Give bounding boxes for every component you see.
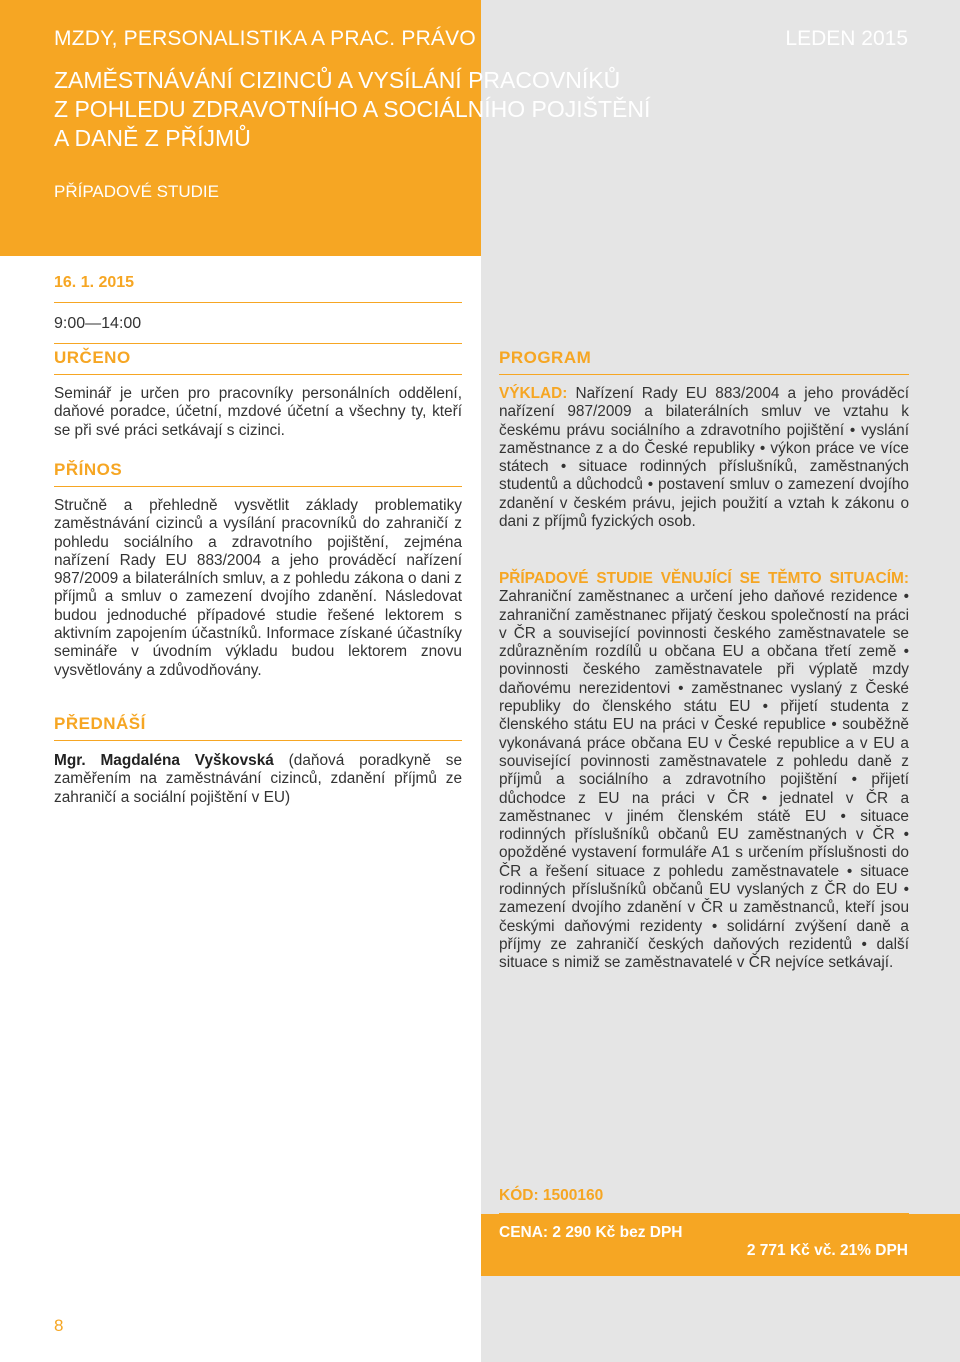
title-line: ZAMĚSTNÁVÁNÍ CIZINCŮ A VYSÍLÁNÍ PRACOVNÍKŮ	[54, 67, 621, 93]
prinos-heading: PŘÍNOS	[54, 460, 462, 487]
prednasi-heading: PŘEDNÁŠÍ	[54, 714, 462, 741]
vyklad-text: Nařízení Rady EU 883/2004 a jeho prováděcí nařízení 987/2009 a bilaterálních smluv ve vztahu k českému právu sociálního a zdravotního pojištění • vyslání zaměstnance z a do České republiky • výkon práce ve více státech • situace rodinných příslušníků, zaměstnaných studentů a důchodců • postavení smluv o zamezení dvojího zdanění v českém právu, jejich použití a vztah k zákonu o dani z příjmů fyzických osob.	[499, 385, 909, 531]
event-date: 16. 1. 2015	[54, 274, 462, 303]
studie-label: PŘÍPADOVÉ STUDIE VĚNUJÍCÍ SE TĚMTO SITUACÍM:	[499, 570, 909, 587]
vyklad-label: VÝKLAD:	[499, 385, 568, 402]
program-studie	[499, 570, 909, 973]
issue-date: LEDEN 2015	[785, 27, 908, 50]
title-line: Z POHLEDU ZDRAVOTNÍHO A SOCIÁLNÍHO POJIŠTĚNÍ	[54, 96, 651, 122]
urceno-heading: URČENO	[54, 348, 462, 375]
lecturer-name: Magdaléna Vyškovská	[100, 752, 274, 769]
event-time: 9:00—14:00	[54, 315, 462, 344]
studie-text: Zahraniční zaměstnanec a určení jeho daňové rezidence • zahraniční zaměstnanec přijatý českou společností na práci v ČR a související povinnosti českého zaměstnavatele se zdůrazněním rozdílů u občana EU a občana třetí země • povinnosti českého zaměstnavatele při výplatě mzdy daňovému nerezidentovi • zaměstnanec vyslaný z České republiky do členského státu EU • přijetí studenta z členského státu EU na práci v České republice • souběžně vykonávaná práce občana EU v České republice a v EU a související povinnosti zaměstnavatele z pohledu daně z příjmů a sociálního a zdravotního pojištění • přijetí důchodce z EU na práci v ČR • jednatel v ČR a zaměstnanec v jiném členském státě EU • situace rodinných příslušníků občanů EU zaměstnaných v ČR • opožděné vystavení formuláře A1 s určením příslušnosti do ČR a řešení situace z pohledu zaměstnavatele • situace rodinných příslušníků občanů EU vyslaných z ČR do EU • zamezení dvojího zdanění v ČR u zaměstnanců, kteří jsou českými daňovými rezidenty • solidární zvýšení daně a příjmy ze zahraničí českých daňových rezidentů • další situace s nimiž se zaměstnavatelé v ČR nejvíce setkávají.	[499, 588, 909, 972]
title-line: A DANĚ Z PŘÍJMŮ	[54, 125, 251, 151]
lecturer-title: Mgr.	[54, 752, 86, 769]
page-title	[54, 66, 914, 153]
price-without-vat: CENA: 2 290 Kč bez DPH	[499, 1224, 683, 1241]
page-number: 8	[54, 1316, 64, 1335]
page-subtitle: PŘÍPADOVÉ STUDIE	[54, 182, 219, 201]
program-heading: PROGRAM	[499, 348, 909, 375]
lecturer-info	[54, 752, 462, 807]
prinos-text: Stručně a přehledně vysvětlit základy problematiky zaměstnávání cizinců a vysílání pracovníků do zahraničí z pohledu sociálního a zdravotního pojištění, zejména nařízení Rady EU 883/2004 a jeho prováděcí nařízení 987/2009 a bilaterálních smluv, a z pohledu zákona o dani z příjmů a smluv o zamezení dvojího zdanění. Následovat budou jednoduché případové studie řešené lektorem s aktivním zapojením účastníků. Informace získané účastníky semináře v úvodním výkladu budou lektorem znovu vysvětlovány a zdůvodňovány.	[54, 497, 462, 679]
course-code: KÓD: 1500160	[499, 1187, 909, 1214]
price-with-vat: 2 771 Kč vč. 21% DPH	[746, 1242, 908, 1259]
lecturer-description: (daňová poradkyně se zaměřením na zaměstnávání cizinců, zdanění příjmů ze zahraničí a sociální pojištění v EU)	[54, 752, 463, 806]
program-vyklad	[499, 385, 909, 531]
category-label: MZDY, PERSONALISTIKA A PRAC. PRÁVO	[54, 27, 476, 50]
urceno-text: Seminář je určen pro pracovníky personálních oddělení, daňové poradce, účetní, mzdové účetní a všechny ty, kteří se při své práci setkávají s cizinci.	[54, 385, 462, 439]
